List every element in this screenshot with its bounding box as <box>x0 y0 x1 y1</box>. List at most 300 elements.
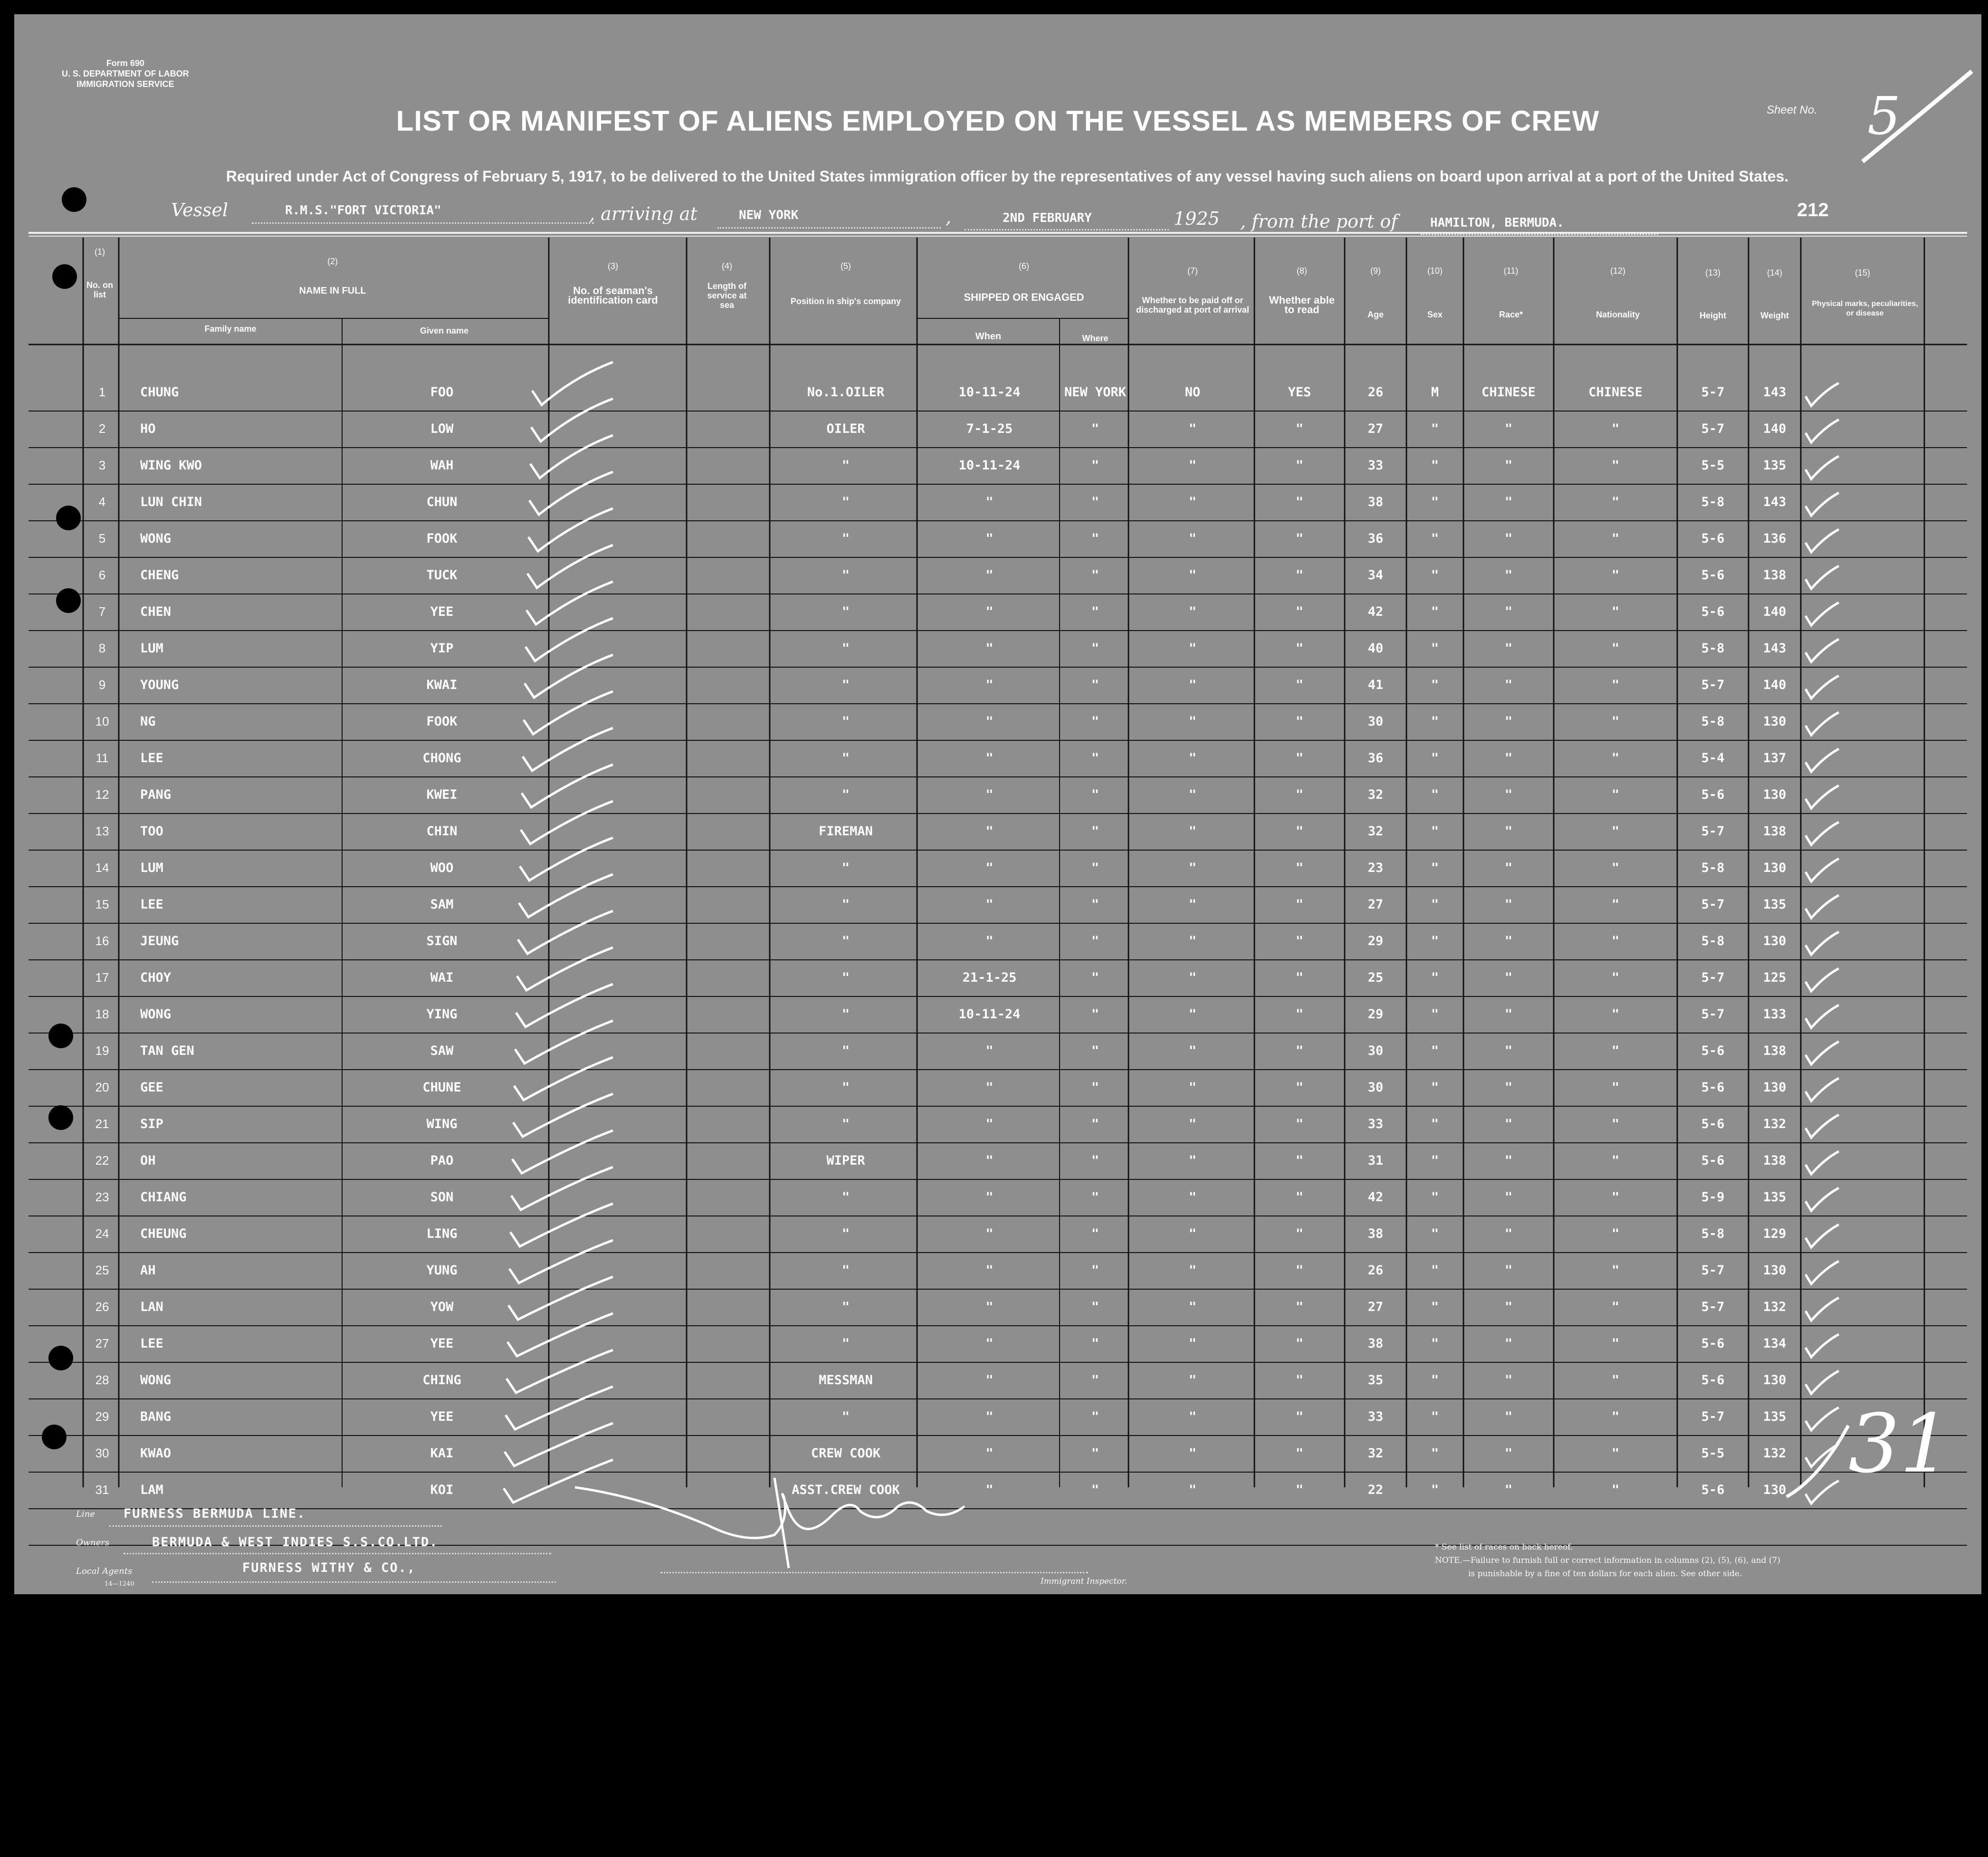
check-mark-col15 <box>1806 749 1839 772</box>
cell-given: PAO <box>430 1153 454 1168</box>
cell-given: SAW <box>430 1043 454 1058</box>
cell-given: KAI <box>430 1446 454 1461</box>
check-mark-col15 <box>1806 1078 1839 1101</box>
cell-nationality: " <box>1611 1226 1620 1241</box>
cell-nationality: " <box>1611 1153 1620 1168</box>
check-mark-col15 <box>1806 603 1839 625</box>
line-name: FURNESS BERMUDA LINE. <box>124 1506 306 1521</box>
cell-nationality: " <box>1611 1043 1620 1058</box>
cell-read: " <box>1295 1409 1304 1424</box>
cell-age: 35 <box>1367 1373 1384 1388</box>
cell-height: 5-8 <box>1701 714 1725 729</box>
cell-paid: " <box>1188 861 1197 875</box>
cell-age: 29 <box>1367 934 1384 948</box>
check-mark-col15 <box>1806 529 1839 552</box>
cell-age: 27 <box>1367 1300 1384 1314</box>
cell-when: " <box>985 824 994 839</box>
cell-family: TAN GEN <box>140 1043 194 1058</box>
cell-age: 42 <box>1367 604 1384 619</box>
cell-weight: 130 <box>1763 714 1787 729</box>
cell-paid: " <box>1188 458 1197 473</box>
cell-race: " <box>1504 1263 1513 1278</box>
cell-age: 27 <box>1367 421 1384 436</box>
cell-nationality: " <box>1611 861 1620 875</box>
cell-when: " <box>985 495 994 509</box>
cell-read: " <box>1295 1300 1304 1314</box>
cell-family: CHEUNG <box>140 1226 187 1241</box>
cell-when: " <box>985 1409 994 1424</box>
cell-sex: " <box>1431 531 1439 546</box>
col8-header: Whether able to read <box>1269 294 1335 316</box>
cell-race: " <box>1504 1007 1513 1022</box>
cell-when: 10-11-24 <box>958 458 1021 473</box>
handwritten-total: 31 <box>1848 1397 1951 1491</box>
cell-sex: " <box>1431 970 1439 985</box>
cell-family: SIP <box>140 1117 163 1131</box>
cell-sex: " <box>1431 787 1439 802</box>
cell-family: LAM <box>140 1483 163 1497</box>
cell-height: 5-8 <box>1701 495 1725 509</box>
col3-number: (3) <box>608 261 618 271</box>
cell-no: 10 <box>95 714 109 728</box>
cell-family: CHUNG <box>140 385 179 400</box>
inspector-signature <box>565 1468 993 1582</box>
cell-position: " <box>841 531 850 546</box>
cell-where: " <box>1091 1080 1099 1095</box>
cell-nationality: CHINESE <box>1588 385 1643 400</box>
cell-race: " <box>1504 1226 1513 1241</box>
sheet-label: Sheet No. <box>1767 104 1817 116</box>
cell-position: " <box>841 1263 850 1278</box>
given-name-header: Given name <box>420 326 469 335</box>
cell-no: 22 <box>95 1153 109 1168</box>
cell-read: " <box>1295 1336 1304 1351</box>
cell-age: 40 <box>1367 641 1384 656</box>
cell-where: " <box>1091 678 1099 692</box>
cell-height: 5-6 <box>1701 1373 1725 1388</box>
cell-when: " <box>985 751 994 766</box>
cell-read: " <box>1295 751 1304 766</box>
cell-where: " <box>1091 861 1099 875</box>
cell-when: " <box>985 1043 994 1058</box>
arrival-year: 1925 <box>1174 208 1220 229</box>
cell-paid: " <box>1188 751 1197 766</box>
cell-when: " <box>985 714 994 729</box>
cell-weight: 138 <box>1763 824 1787 839</box>
cell-height: 5-6 <box>1701 604 1725 619</box>
cell-when: " <box>985 1446 994 1461</box>
col14-header: Weight <box>1760 311 1789 320</box>
line-label: Line <box>76 1509 95 1519</box>
cell-race: " <box>1504 495 1513 509</box>
inspector-label: Immigrant Inspector. <box>1041 1577 1128 1586</box>
cell-when: " <box>985 568 994 583</box>
cell-where: " <box>1091 1153 1099 1168</box>
cell-position: " <box>841 604 850 619</box>
page-code: 212 <box>1797 200 1829 220</box>
cell-no: 3 <box>98 458 106 472</box>
cell-nationality: " <box>1611 1373 1620 1388</box>
check-mark-col15 <box>1806 785 1839 808</box>
col9-header: Age <box>1367 310 1384 319</box>
col10-header: Sex <box>1427 310 1443 319</box>
cell-sex: " <box>1431 1300 1439 1314</box>
cell-no: 17 <box>95 970 109 985</box>
cell-nationality: " <box>1611 1190 1620 1205</box>
cell-given: CHING <box>422 1373 461 1388</box>
cell-family: LUN CHIN <box>140 495 202 509</box>
check-mark-col3 <box>532 362 613 405</box>
cell-age: 38 <box>1367 495 1384 509</box>
footnote-penalty-1: NOTE.—Failure to furnish full or correct information in columns (2), (5), (6), and (7) <box>1435 1556 1780 1565</box>
cell-height: 5-6 <box>1701 531 1725 546</box>
cell-position: " <box>841 787 850 802</box>
cell-age: 32 <box>1367 824 1384 839</box>
cell-given: FOO <box>430 385 454 400</box>
cell-where: " <box>1091 1263 1099 1278</box>
cell-position: " <box>841 1409 850 1424</box>
cell-height: 5-7 <box>1701 1007 1725 1022</box>
check-mark-col15 <box>1806 420 1839 442</box>
cell-when: " <box>985 604 994 619</box>
cell-height: 5-7 <box>1701 385 1725 400</box>
cell-no: 28 <box>95 1373 109 1387</box>
cell-sex: " <box>1431 1483 1439 1497</box>
cell-weight: 143 <box>1763 385 1787 400</box>
col7-number: (7) <box>1187 266 1198 276</box>
cell-sex: " <box>1431 1153 1439 1168</box>
cell-weight: 140 <box>1763 421 1787 436</box>
check-mark-col15 <box>1806 1298 1839 1321</box>
cell-sex: " <box>1431 861 1439 875</box>
cell-no: 27 <box>95 1336 109 1350</box>
cell-family: LUM <box>140 641 163 656</box>
cell-read: " <box>1295 1007 1304 1022</box>
cell-race: CHINESE <box>1481 385 1536 400</box>
col9-number: (9) <box>1370 266 1381 276</box>
form-code: 14—1240 <box>105 1580 134 1588</box>
cell-where: " <box>1091 1190 1099 1205</box>
cell-paid: NO <box>1185 385 1201 400</box>
cell-read: " <box>1295 421 1304 436</box>
cell-when: " <box>985 1226 994 1241</box>
cell-age: 25 <box>1367 970 1384 985</box>
punch-hole <box>48 1024 73 1048</box>
cell-read: " <box>1295 861 1304 875</box>
cell-weight: 130 <box>1763 861 1787 875</box>
cell-sex: " <box>1431 1446 1439 1461</box>
cell-given: YING <box>426 1007 458 1022</box>
cell-where: " <box>1091 1226 1099 1241</box>
cell-sex: " <box>1431 495 1439 509</box>
cell-where: " <box>1091 824 1099 839</box>
cell-where: " <box>1091 1483 1099 1497</box>
cell-family: TOO <box>140 824 163 839</box>
cell-weight: 143 <box>1763 641 1787 656</box>
cell-when: 21-1-25 <box>962 970 1017 985</box>
cell-paid: " <box>1188 934 1197 948</box>
cell-nationality: " <box>1611 1483 1620 1497</box>
col1-header: No. on list <box>86 280 113 299</box>
cell-family: JEUNG <box>140 934 179 948</box>
cell-family: WONG <box>140 1373 172 1388</box>
cell-height: 5-6 <box>1701 1117 1725 1131</box>
check-mark-col3 <box>531 399 613 441</box>
cell-no: 30 <box>95 1446 109 1460</box>
cell-family: CHOY <box>140 970 172 985</box>
col2-header: NAME IN FULL <box>299 286 366 296</box>
cell-paid: " <box>1188 1409 1197 1424</box>
cell-given: YOW <box>430 1300 454 1314</box>
cell-when: " <box>985 1263 994 1278</box>
cell-position: " <box>841 1190 850 1205</box>
cell-read: " <box>1295 1483 1304 1497</box>
cell-paid: " <box>1188 568 1197 583</box>
cell-read: " <box>1295 1190 1304 1205</box>
cell-paid: " <box>1188 787 1197 802</box>
cell-nationality: " <box>1611 714 1620 729</box>
cell-height: 5-9 <box>1701 1190 1725 1205</box>
col8-number: (8) <box>1297 266 1307 276</box>
cell-given: LING <box>426 1226 458 1241</box>
cell-race: " <box>1504 531 1513 546</box>
cell-age: 26 <box>1367 385 1384 400</box>
agents-name: FURNESS WITHY & CO., <box>242 1560 416 1575</box>
cell-position: CREW COOK <box>811 1446 881 1461</box>
cell-read: " <box>1295 1446 1304 1461</box>
cell-height: 5-7 <box>1701 1263 1725 1278</box>
cell-age: 32 <box>1367 1446 1384 1461</box>
cell-race: " <box>1504 897 1513 912</box>
cell-given: YEE <box>430 1336 454 1351</box>
cell-sex: " <box>1431 1373 1439 1388</box>
cell-family: BANG <box>140 1409 172 1424</box>
cell-weight: 133 <box>1763 1007 1787 1022</box>
cell-read: " <box>1295 1373 1304 1388</box>
cell-where: " <box>1091 1409 1099 1424</box>
cell-read: " <box>1295 714 1304 729</box>
arriving-at: NEW YORK <box>739 208 799 222</box>
cell-paid: " <box>1188 1263 1197 1278</box>
table-grid <box>14 14 1981 1594</box>
cell-race: " <box>1504 824 1513 839</box>
cell-given: KWEI <box>426 787 458 802</box>
cell-race: " <box>1504 1373 1513 1388</box>
cell-position: " <box>841 861 850 875</box>
cell-where: " <box>1091 1300 1099 1314</box>
cell-paid: " <box>1188 1153 1197 1168</box>
cell-read: " <box>1295 787 1304 802</box>
cell-height: 5-6 <box>1701 1153 1725 1168</box>
check-mark-col15 <box>1806 456 1839 479</box>
cell-weight: 135 <box>1763 1409 1787 1424</box>
cell-sex: " <box>1431 1263 1439 1278</box>
cell-paid: " <box>1188 1043 1197 1058</box>
cell-sex: " <box>1431 1043 1439 1058</box>
col5-header: Position in ship's company <box>790 297 901 306</box>
cell-read: " <box>1295 934 1304 948</box>
cell-sex: " <box>1431 568 1439 583</box>
col13-number: (13) <box>1705 268 1720 278</box>
cell-family: OH <box>140 1153 156 1168</box>
cell-family: AH <box>140 1263 156 1278</box>
cell-age: 36 <box>1367 531 1384 546</box>
cell-when: " <box>985 531 994 546</box>
col4-header: Length of service at sea <box>707 281 747 310</box>
cell-where: " <box>1091 714 1099 729</box>
cell-nationality: " <box>1611 751 1620 766</box>
cell-nationality: " <box>1611 678 1620 692</box>
cell-weight: 135 <box>1763 1190 1787 1205</box>
cell-family: KWAO <box>140 1446 172 1461</box>
cell-when: " <box>985 787 994 802</box>
cell-read: YES <box>1288 385 1311 400</box>
cell-family: YOUNG <box>140 678 179 692</box>
punch-hole <box>56 588 81 613</box>
cell-height: 5-7 <box>1701 970 1725 985</box>
col12-header: Nationality <box>1596 310 1640 319</box>
check-mark-col15 <box>1806 1005 1839 1028</box>
cell-position: OILER <box>826 421 865 436</box>
cell-paid: " <box>1188 1190 1197 1205</box>
cell-age: 26 <box>1367 1263 1384 1278</box>
cell-sex: " <box>1431 604 1439 619</box>
check-mark-col15 <box>1806 1188 1839 1211</box>
cell-read: " <box>1295 1117 1304 1131</box>
cell-when: 10-11-24 <box>958 1007 1021 1022</box>
footnote-races: * See list of races on back hereof. <box>1435 1542 1573 1552</box>
punch-hole <box>52 264 77 289</box>
cell-sex: " <box>1431 458 1439 473</box>
cell-paid: " <box>1188 495 1197 509</box>
cell-nationality: " <box>1611 421 1620 436</box>
cell-family: PANG <box>140 787 172 802</box>
cell-sex: " <box>1431 751 1439 766</box>
vessel-name: R.M.S."FORT VICTORIA" <box>285 203 441 218</box>
cell-height: 5-7 <box>1701 1409 1725 1424</box>
cell-no: 31 <box>95 1483 109 1497</box>
col15-header: Physical marks, peculiarities, or disease <box>1812 300 1918 317</box>
col15-number: (15) <box>1854 268 1870 278</box>
cell-paid: " <box>1188 714 1197 729</box>
cell-position: " <box>841 1007 850 1022</box>
cell-race: " <box>1504 1117 1513 1131</box>
arriving-label: , arriving at <box>589 203 698 224</box>
cell-read: " <box>1295 970 1304 985</box>
cell-when: 10-11-24 <box>958 385 1021 400</box>
col7-header: Whether to be paid off or discharged at port of arrival <box>1136 296 1250 315</box>
line-underline <box>109 1525 442 1527</box>
cell-age: 33 <box>1367 458 1384 473</box>
cell-where: " <box>1091 1043 1099 1058</box>
owners-label: Owners <box>76 1538 110 1548</box>
cell-race: " <box>1504 604 1513 619</box>
cell-family: HO <box>140 421 156 436</box>
cell-weight: 140 <box>1763 604 1787 619</box>
cell-family: GEE <box>140 1080 163 1095</box>
cell-where: " <box>1091 641 1099 656</box>
cell-weight: 130 <box>1763 1483 1787 1497</box>
cell-sex: " <box>1431 897 1439 912</box>
cell-paid: " <box>1188 970 1197 985</box>
cell-weight: 130 <box>1763 1263 1787 1278</box>
cell-no: 21 <box>95 1117 109 1131</box>
cell-weight: 132 <box>1763 1117 1787 1131</box>
cell-read: " <box>1295 1263 1304 1278</box>
from-port: HAMILTON, BERMUDA. <box>1430 216 1564 230</box>
check-mark-col15 <box>1806 859 1839 881</box>
cell-age: 22 <box>1367 1483 1384 1497</box>
cell-race: " <box>1504 1336 1513 1351</box>
cell-when: " <box>985 1117 994 1131</box>
cell-weight: 143 <box>1763 495 1787 509</box>
cell-no: 12 <box>95 787 109 802</box>
cell-race: " <box>1504 458 1513 473</box>
manifest-sheet: Form 690 U. S. DEPARTMENT OF LABOR IMMIGRATION SERVICE LIST OR MANIFEST OF ALIENS EMPLOYED ON THE VESSEL AS MEMBERS OF CREW Sheet No. 5 Required under Act of Congress of February 5, 1917, to be delivered to the United States immigration officer by the representatives of any vessel having such aliens on board upon arrival at a port of the United States. Vessel R.M.S."FORT VICTORIA" , arriving at NEW YORK , 2ND FEBRUARY 1925 , from the port of HAMILTON, BERMUDA. 212 (1) No. on list (2) NAME IN FULL Family name Given name (3) No. of seaman's identification card (4) Length of service at sea (5) Position in ship's company (6) SHIPPED OR ENGAGED When Where (7) Whether to be paid off or discharged at port of arrival (8) Whether able to read (9) Age (10) Sex (11) Race* (12) Nationality (13) Height (14) Weight (15) Physical marks, peculiarities, or disease 1 CHUNG FOO No.1.OILER 10-11-24 NEW YORK NO YES 26 M CHINESE CHINESE 5-7 143 2 HO LOW OILER 7-1-25 " " " 27 " " " 5-7 140 3 WING KWO WAH " 10-11-24 " " " 33 " " " 5-5 135 4 LUN CHIN CHUN " " " " " 38 " " " 5-8 143 5 WONG FOOK " " " " " 36 " " " 5-6 136 6 CHENG TUCK " " " " " 34 " " " 5-6 138 7 CHEN YEE " " " " " 42 " " " 5-6 140 8 LUM YIP " " " " " 40 " " " 5-8 143 9 YOUNG KWAI " " " " " 41 " " " 5-7 140 10 NG FOOK " " " " " 30 " " " 5-8 130 11 LEE CHONG " " " " " 36 " " " 5-4 137 12 PANG KWEI " " " " " 32 " " " 5-6 130 13 TOO CHIN FIREMAN " " " " 32 " " " 5-7 138 14 LUM WOO " " " " " 23 " " " 5-8 130 15 LEE SAM " " " " " 27 " " " 5-7 135 16 JEUNG SIGN " " " " " 29 " " " 5-8 130 17 CHOY WAI " 21-1-25 " " " 25 " " " 5-7 125 18 WONG YING " 10-11-24 " " " 29 " " " 5-7 133 19 TAN GEN SAW " " " " " 30 " " " 5-6 138 20 GEE CHUNE " " " " " 30 " " " 5-6 130 21 SIP WING " " " " " 33 " " " 5-6 132 22 OH PAO WIPER " " " " 31 " " " 5-6 138 23 CHIANG SON " " " " " 42 " " " 5-9 135 24 CHEUNG LING " " " " " 38 " " " 5-8 129 25 AH YUNG " " " " " 26 " " " 5-7 130 26 LAN YOW " " " " " 27 " " " 5-7 132 27 LEE YEE " " " " " 38 " " " 5-6 134 28 WONG CHING MESSMAN " " " " 35 " " " 5-6 130 29 BANG YEE " " " " " 33 " " " 5-7 135 30 KWAO KAI CREW COOK " " " " 32 " " " 5-5 132 31 LAM KOI ASST.CREW COOK " " " " 22 " " " 5-6 130 31 Line FURNESS BERMUDA LINE. Owners BERMUDA & WEST INDIES S.S.CO.LTD. Local Agents FURNESS WITHY & CO., 14—1240 Immigrant Inspector. * See list of races on back hereof. NOTE.—Failure to furnish full or correct information in columns (2), (5), (6), and (7) is punishable by a fine of ten dollars for each alien. See other side. <box>14 14 1981 1594</box>
form-info: Form 690 U. S. DEPARTMENT OF LABOR IMMIGRATION SERVICE <box>62 58 189 89</box>
cell-race: " <box>1504 1483 1513 1497</box>
cell-race: " <box>1504 861 1513 875</box>
cell-given: SON <box>430 1190 454 1205</box>
cell-no: 8 <box>98 641 106 655</box>
cell-age: 31 <box>1367 1153 1384 1168</box>
cell-where: " <box>1091 897 1099 912</box>
check-mark-col15 <box>1806 383 1839 406</box>
cell-given: WAI <box>430 970 454 985</box>
check-mark-col15 <box>1806 895 1839 918</box>
cell-paid: " <box>1188 1117 1197 1131</box>
punch-hole <box>42 1425 67 1449</box>
cell-no: 13 <box>95 824 109 838</box>
cell-given: FOOK <box>426 531 458 546</box>
cell-age: 33 <box>1367 1409 1384 1424</box>
cell-race: " <box>1504 751 1513 766</box>
inspector-underline <box>660 1572 1088 1573</box>
check-mark-col15 <box>1806 676 1839 699</box>
footnote-penalty-2: is punishable by a fine of ten dollars for each alien. See other side. <box>1468 1569 1742 1579</box>
cell-no: 25 <box>95 1263 109 1277</box>
owners-name: BERMUDA & WEST INDIES S.S.CO.LTD. <box>152 1535 439 1550</box>
cell-race: " <box>1504 934 1513 948</box>
cell-sex: " <box>1431 1226 1439 1241</box>
cell-where: " <box>1091 934 1099 948</box>
check-mark-col15 <box>1806 493 1839 516</box>
cell-paid: " <box>1188 641 1197 656</box>
cell-position: " <box>841 458 850 473</box>
agents-label: Local Agents <box>76 1566 133 1576</box>
cell-sex: " <box>1431 678 1439 692</box>
cell-sex: " <box>1431 1117 1439 1131</box>
cell-no: 2 <box>98 421 106 436</box>
cell-position: ASST.CREW COOK <box>792 1483 900 1497</box>
cell-where: " <box>1091 1336 1099 1351</box>
cell-where: " <box>1091 531 1099 546</box>
cell-sex: " <box>1431 1007 1439 1022</box>
cell-family: LEE <box>140 751 163 766</box>
cell-given: YIP <box>430 641 454 656</box>
cell-sex: " <box>1431 1190 1439 1205</box>
cell-no: 4 <box>98 495 106 509</box>
cell-age: 27 <box>1367 897 1384 912</box>
cell-no: 20 <box>95 1080 109 1094</box>
handwritten-bracket <box>1782 1411 1972 1525</box>
check-mark-col15 <box>1806 1334 1839 1357</box>
cell-nationality: " <box>1611 1409 1620 1424</box>
cell-where: " <box>1091 604 1099 619</box>
cell-position: WIPER <box>826 1153 865 1168</box>
agents-underline <box>152 1581 556 1583</box>
cell-read: " <box>1295 1043 1304 1058</box>
